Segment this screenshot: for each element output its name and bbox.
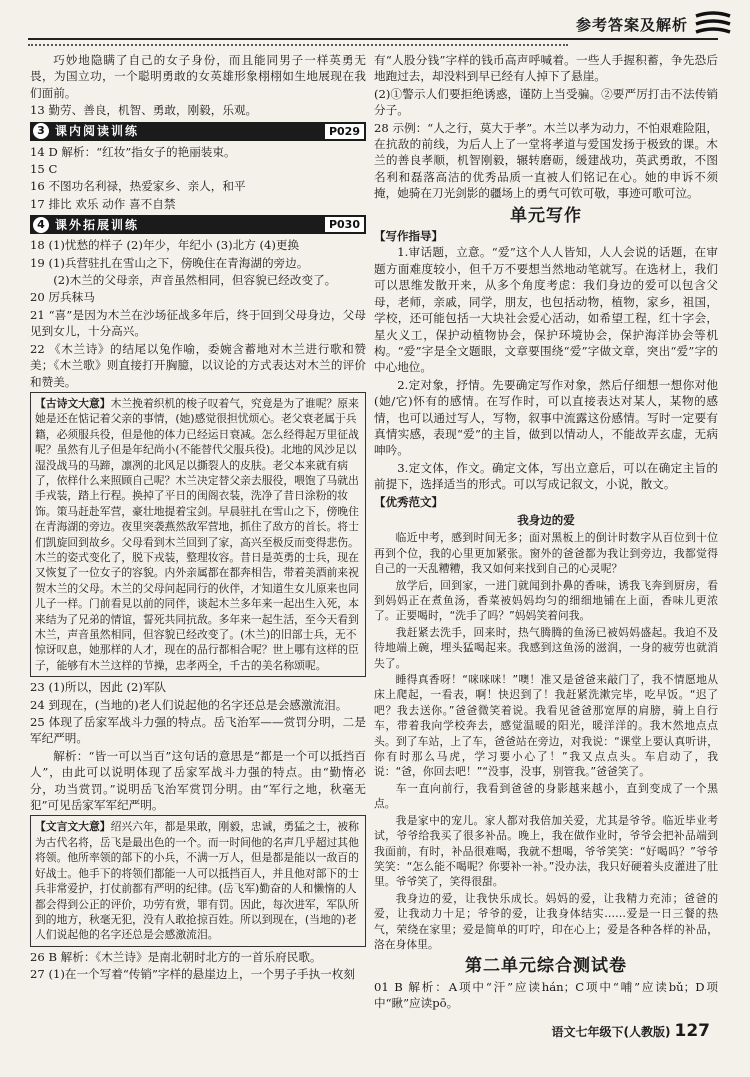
header-rule xyxy=(28,38,718,40)
poem-translation-body: 木兰挽着织机的梭子叹着气，究竟是为了谁呢？原来她是还在惦记着父亲的事情，(她)感觉很担忧烦心。老父衰老属于兵籍，必须服兵役，但是他的体力已经运日衰减。怎么经得起万里征战呢？虽然有儿子但是年纪尚小(不能替代父服兵役)。北地的风沙足以湿没战马的马蹄，凛冽的北风足以撕裂人的皮肤。老父本来就有病了，依样什么来照顾自己呢？木兰决定替父亲去服役，喂饱了马就出手戎装，踏上行程。换掉了平日的闺阁衣装，洗净了昔日涂粉的妆饰。策马赶赴军营，豪壮地提着宝剑。早晨驻扎在雪山之下，傍晚住在青海湖的旁边。夜里突袭燕然敌军营地，抓住了敌方的首长。将士们凯旋回到故乡。父母看到木兰回到了家，高兴至极反而变得悲伤。木兰的姿式变化了，脱下戎装，整理妆容。昔日是英勇的士兵，现在又恢复了一位女子的容貌。内外亲属都在都奔相告，带着美酒前来祝贺木兰的父母。木兰的父母问起同行的伙伴，才知道生女儿原来也同儿子一样。门前看見以前的同伴，谈起木兰多年来一起出生入死，本来结为了兄弟的情谊，誓死共同抗敌。多年来一起生活，至今天看到木兰，声音虽然相同，但容貌已经改变了。(木兰)的旧部士兵，无不惊讶叹息，她那样的人才，现在的品行都相合呢？世上哪有这样的臣子，能够有木兰这样的节操，忠孝两全，千古的美名称颂呢。 xyxy=(35,396,359,672)
answer-27-2: (2)①警示人们要拒绝诱惑，谨防上当受骗。②要严厉打击不法传销分子。 xyxy=(374,86,718,118)
unit-writing-title: 单元写作 xyxy=(510,205,582,226)
section-number: 3 xyxy=(33,123,49,139)
section-number: 4 xyxy=(33,217,49,233)
essay-body xyxy=(374,530,718,952)
model-essay-title: 【优秀范文】 xyxy=(374,494,443,509)
page-footer xyxy=(552,1021,710,1041)
right-column xyxy=(374,52,718,1013)
essay-paragraph: 放学后，回到家，一进门就闻到扑鼻的香味，诱我飞奔到厨房，看到妈妈正在煮鱼汤，香菜被妈妈均匀的细细地铺在上面，香味儿更浓了。正要喝时，“洗手了吗？”妈妈笑着问我。 xyxy=(374,578,718,623)
test-answer-01: 01 B 解析：A项中“汗”应读hán；C项中“哺”应读bǔ；D项中“瞅”应读pō。 xyxy=(374,979,718,1011)
book-name: 语文七年级下(人教版) xyxy=(551,1025,671,1039)
writing-guide-3: 3.定文体，作文。确定文体，写出立意后，可以在确定主旨的前提下，选择适当的形式。可以写成记叙文，小说，散文。 xyxy=(374,460,718,492)
answer-19-2: (2)木兰的父母亲，声音虽然相同，但容貌已经改变了。 xyxy=(53,273,337,288)
essay-paragraph: 临近中考，感到时间无多；面对黑板上的倒计时数字从百位到十位再到个位，我的心里更加紧张。窗外的爸爸都为我让到旁边，我都觉得自己的一天乱糟糟，我又如何来找到自己的心灵呢？ xyxy=(374,531,718,576)
answer-21: 21 “喜”是因为木兰在沙场征战多年后，终于回到父母身边，父母见到女儿，十分高兴。 xyxy=(30,307,366,339)
essay-paragraph: 我赶紧去洗手，回来时，热气腾腾的鱼汤已被妈妈盛起。我迫不及待地端上碗，埋头猛喝起来。我感到这鱼汤的滋润，一身的疲劳也就消失了。 xyxy=(374,625,718,670)
section-page: P030 xyxy=(325,217,364,232)
answer-27: 27 (1)在一个写着“传销”字样的悬崖边上，一个男子手执一枚刻 xyxy=(30,967,355,982)
answer-22: 22 《木兰诗》的结尾以兔作喻，委婉含蓄地对木兰进行歌和赞美；《木兰歌》则直接打开胸臆，以议论的方式表达对木兰的评价和赞美。 xyxy=(30,341,366,389)
essay-title: 我身边的爱 xyxy=(517,512,575,527)
section-label: 课外拓展训练 xyxy=(55,217,140,232)
answer-18: 18 (1)忧愁的样子 (2)年少，年纪小 (3)北方 (4)更换 xyxy=(30,238,300,253)
answer-17: 17 排比 欢乐 动作 喜不自禁 xyxy=(30,196,176,211)
page-number: 127 xyxy=(674,1021,710,1041)
writing-guide-1: 1.审话题，立意。“爱”这个人人皆知，人人会说的话题，在审题方面难度较小，但千万不要想当然地动笔就写。在选材上，我们可以思维发散开来，从多个角度考虑：我们身边的爱可以包含父母，老师，亲戚，同学，朋友，也包括动物，植物，家乡，祖国，学校，还可能包括一大块社会爱心活动，如希望工程，红十字会，星火义工，保护动植物协会，保护环境协会，保护海洋协会等机构。“爱”字是全文题眼，文章要围绕“爱”字做文章，突出“爱”字的中心地位。 xyxy=(374,245,718,375)
answer-24: 24 到现在，(当地的)老人们说起他的名字还总是会感激流泪。 xyxy=(30,697,348,712)
wenyan-translation-title: 【文言文大意】 xyxy=(35,820,111,834)
essay-paragraph: 睡得真香呀！“咪咪咪！”噢！准又是爸爸来敲门了，我不情愿地从床上爬起，一看表，啊！快迟到了！我赶紧洗漱完毕，吃早饭。“迟了吧？我去送你。”爸爸微笑着说。我看见爸爸那宽厚的肩膀，骑上自行车，带着我向学校奔去，感觉温暖的阳光，暖洋洋的。我木然地点点头。到了车站，上了车，爸爸站在旁边，对我说：“课堂上要认真听讲，你有时那么马虎，学习要小心了！”我又点点头。车启动了，我说：“爸，你回去吧！”“没事，没事，别管我。”爸爸笑了。 xyxy=(374,673,718,779)
essay-paragraph: 车一直向前行，我看到爸爸的身影越来越小，直到变成了一个黑点。 xyxy=(374,781,718,811)
answer-23: 23 (1)所以，因此 (2)军队 xyxy=(30,680,167,695)
wenyan-translation-body: 绍兴六年，都是果敢，刚毅，忠诚，勇猛之士，被称为古代名将，岳飞是最出色的一个。而一时间他的名声几乎超过其他将领。他所率领的部下的小兵，不满一万人，但是都是能以一敌百的好战士。他手下的将领们都能一人可以抵挡百人，并且他对部下的士兵非常爱护，打仗前都有严明的纪律。(岳飞军)勤奋的人和懒惰的人都会得到公正的评价，功劳有赏，罪有罚。因此，每次进军，军队所到的地方，秋毫无犯，没有人敢抢掠百姓。所以到现在，(当地的)老人们说起他的名字还总是会感激流泪。 xyxy=(35,820,359,942)
answer-25: 25 体现了岳家军战斗力强的特点。岳飞治军——赏罚分明，二是军纪严明。 xyxy=(30,715,366,746)
section-header-4 xyxy=(30,215,366,234)
answer-15: 15 C xyxy=(30,162,58,177)
test-title: 第二单元综合测试卷 xyxy=(465,956,627,977)
answer-19-1: 19 (1)兵营驻扎在雪山之下，傍晚住在青海湖的旁边。 xyxy=(30,255,309,270)
intro-text: 巧妙地隐瞒了自己的女子身份，而且能同男子一样英勇无畏，为国立功，一个聪明勇敢的女英雄形象栩栩如生地展现在我们面前。 xyxy=(30,53,366,100)
essay-paragraph: 我身边的爱，让我快乐成长。妈妈的爱，让我精力充沛；爸爸的爱，让我动力十足；爷爷的爱，让我身体结实……爱是一日三餐的热气，荣绕在家里；爱是简单的叮咛，印在心上；爱是各种各样的补品，洛在身体里。 xyxy=(374,891,718,951)
section-header-3 xyxy=(30,122,366,141)
header-dotted-rule xyxy=(28,44,568,46)
wenyan-translation-box xyxy=(30,815,366,946)
answer-28: 28 示例：“人之行，莫大于孝”。木兰以孝为动力，不怕艰难险阻，在抗敌的前线，为后人上了一堂将孝道与爱国发扬于极致的课。木兰的善良孝顺，机智刚毅，辗转磨砺，缓建战功，英武勇敢，不图名利和磊落高洁的优秀品质一直被人们铭记在心。她的申诉不须掩，她骑在刀光剑影的疆场上的勇气可钦可敬，事迹可歌可泣。 xyxy=(374,120,718,201)
answer-16: 16 不图功名利禄，热爱家乡、亲人，和平 xyxy=(30,179,246,194)
answer-14: 14 D 解析：“红妆”指女子的艳丽装束。 xyxy=(30,144,236,159)
poem-translation-title: 【古诗文大意】 xyxy=(35,396,111,410)
answer-27-cont: 有“人股分钱”字样的钱币高声呼喊着。一些人手握积蓄，争先恐后地跑过去，却没料到早已经有人掉下了悬崖。 xyxy=(374,53,718,84)
section-label: 课内阅读训练 xyxy=(55,123,140,138)
section-page: P029 xyxy=(325,124,364,139)
writing-guide-title: 【写作指导】 xyxy=(374,229,443,244)
book-logo-icon xyxy=(694,10,732,40)
answer-13: 13 勤劳、善良，机智、勇敢，刚毅，乐观。 xyxy=(30,103,258,118)
header-title: 参考答案及解析 xyxy=(575,16,688,34)
essay-paragraph: 我是家中的宠儿。家人都对我倍加关爱，尤其是爷爷。临近毕业考试，爷爷给我买了很多补品。晚上，我在做作业时，爷爷会把补品端到我面前，有时，补品很难喝，我就不想喝，爷爷笑笑：“好喝吗？”爷爷笑笑：“怎么能不喝呢？你要补一补。”没办法，我只好硬着头皮灌进了肚里。爷爷笑了，笑得很甜。 xyxy=(374,813,718,889)
answer-20: 20 厉兵秣马 xyxy=(30,290,95,305)
writing-guide-2: 2.定对象，抒情。先要确定写作对象，然后仔细想一想你对他(她/它)怀有的感情。在写作时，可以直接表达对某人，某物的感情，也可以通过写人，写物，叙事中流露这份感情。写时一定要有真情实感，表现“爱”的主旨，做到以情动人，不能故弄玄虚，无病呻吟。 xyxy=(374,377,718,458)
answer-26: 26 B 解析：《木兰诗》是南北朝时北方的一首乐府民歌。 xyxy=(30,949,322,964)
poem-translation-box xyxy=(30,392,366,677)
left-column xyxy=(30,52,366,984)
answer-25-analysis: 解析：“皆一可以当百”这句话的意思是“都是一个可以抵挡百人”，由此可以说明体现了岳家军战斗力强的特点。由“勤惰必分，功当赏罚。”说明岳飞治军赏罚分明。由“军行之地，秋毫无犯”可见岳家军军纪严明。 xyxy=(30,748,366,813)
